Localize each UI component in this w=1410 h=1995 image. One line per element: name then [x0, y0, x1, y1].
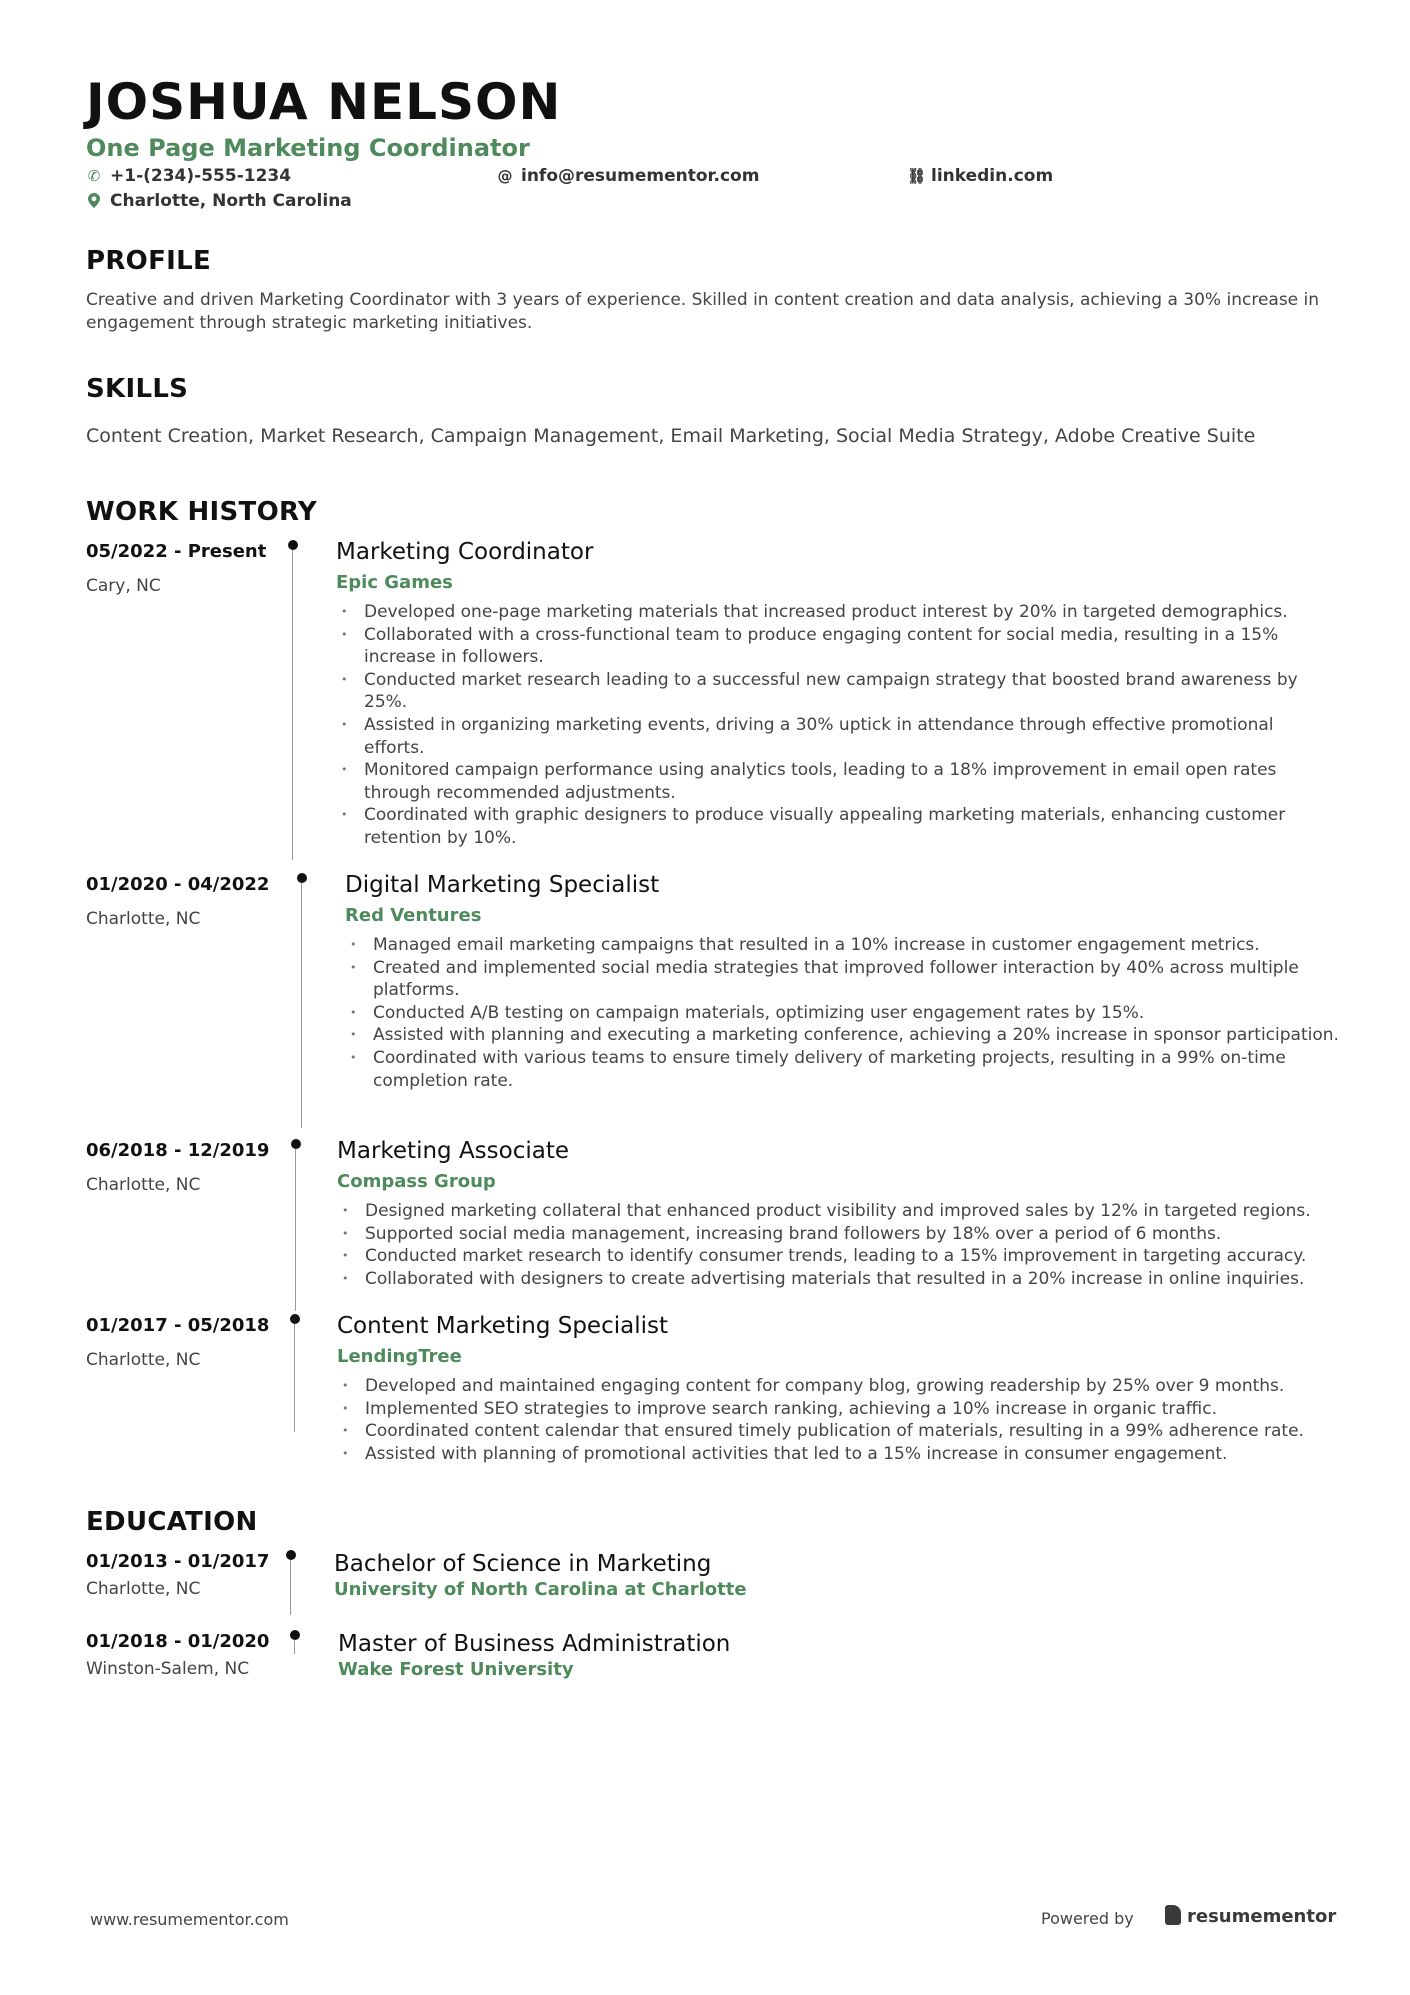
bullet-item: • Assisted with planning of promotional activities that led to a 15% increase in consumer engagement. [337, 1443, 1347, 1466]
linkedin-text[interactable]: linkedin.com [931, 166, 1054, 186]
job-bullets [336, 601, 1336, 850]
contact-location [86, 190, 352, 212]
job-title: Content Marketing Specialist [337, 1313, 668, 1339]
job-title: Marketing Associate [337, 1138, 570, 1164]
bullet-item: • Coordinated with graphic designers to produce visually appealing marketing materials, enhancing customer retention by 10%. [336, 804, 1336, 849]
work-location: Cary, NC [86, 576, 161, 596]
bullet-item: • Collaborated with a cross-functional team to produce engaging content for social media, resulting in a 15% increase in followers. [336, 624, 1336, 669]
work-history-heading: WORK HISTORY [86, 497, 318, 527]
contact-linkedin[interactable] [907, 165, 1053, 187]
bullet-item: • Implemented SEO strategies to improve search ranking, achieving a 10% increase in organic traffic. [337, 1398, 1347, 1421]
bullet-item: • Assisted with planning and executing a marketing conference, achieving a 20% increase in sponsor participation. [345, 1024, 1345, 1047]
education-dates: 01/2013 - 01/2017 [86, 1551, 270, 1572]
school-name: Wake Forest University [338, 1659, 574, 1680]
work-entry [86, 872, 1339, 1123]
at-icon: @ [497, 167, 513, 185]
work-dates: 06/2018 - 12/2019 [86, 1140, 270, 1161]
bullet-item: • Assisted in organizing marketing events, driving a 30% uptick in attendance through effective promotional efforts. [336, 714, 1336, 759]
job-bullets [345, 934, 1345, 1092]
timeline-line [295, 1149, 296, 1311]
phone-icon: ✆ [87, 167, 101, 185]
timeline-dot [290, 1630, 300, 1640]
work-entry [86, 1139, 1336, 1309]
bullet-item: • Developed one-page marketing materials that increased product interest by 20% in targeted demographics. [336, 601, 1336, 624]
email-text[interactable]: info@resumementor.com [521, 166, 760, 186]
resumementor-logo [1165, 1904, 1336, 1930]
job-bullets [337, 1200, 1347, 1290]
footer-powered-by: Powered by [1041, 1909, 1134, 1928]
education-heading: EDUCATION [86, 1507, 258, 1537]
education-dates: 01/2018 - 01/2020 [86, 1631, 270, 1652]
profile-text: Creative and driven Marketing Coordinator with 3 years of experience. Skilled in content creation and data analysis, achieving a 30% increase in engagement through strategic marketing initiatives. [86, 290, 1320, 333]
company-name: Compass Group [337, 1171, 496, 1192]
skills-text: Content Creation, Market Research, Campaign Management, Email Marketing, Social Media Strategy, Adobe Creative Suite [86, 425, 1256, 447]
company-name: LendingTree [337, 1346, 462, 1367]
job-title: Marketing Coordinator [336, 539, 594, 565]
timeline-line [290, 1560, 291, 1615]
timeline-dot [297, 873, 307, 883]
bullet-item: • Supported social media management, increasing brand followers by 18% over a period of 6 months. [337, 1223, 1347, 1246]
profile-heading: PROFILE [86, 246, 212, 276]
timeline-line [294, 1324, 295, 1432]
contact-phone [86, 165, 291, 187]
bullet-item: • Monitored campaign performance using analytics tools, leading to a 18% improvement in email open rates through recommended adjustments. [336, 759, 1336, 804]
timeline-dot [290, 1314, 300, 1324]
timeline-line [301, 883, 302, 1128]
education-location: Charlotte, NC [86, 1579, 201, 1599]
bullet-item: • Conducted market research leading to a successful new campaign strategy that boosted brand awareness by 25%. [336, 669, 1336, 714]
work-dates: 01/2017 - 05/2018 [86, 1315, 270, 1336]
degree-title: Bachelor of Science in Marketing [334, 1551, 712, 1577]
bullet-item: • Collaborated with designers to create advertising materials that resulted in a 20% increase in online inquiries. [337, 1268, 1347, 1291]
school-name: University of North Carolina at Charlotte [334, 1579, 747, 1600]
resumementor-brand-text: resumementor [1187, 1906, 1337, 1927]
degree-title: Master of Business Administration [338, 1631, 731, 1657]
work-entry [86, 540, 1336, 860]
timeline-dot [286, 1550, 296, 1560]
contact-email[interactable] [497, 165, 759, 187]
phone-text: +1-(234)-555-1234 [110, 166, 292, 186]
bullet-item: • Coordinated content calendar that ensured timely publication of materials, resulting in a 99% adherence rate. [337, 1420, 1347, 1443]
work-location: Charlotte, NC [86, 909, 201, 929]
bullet-item: • Developed and maintained engaging content for company blog, growing readership by 25% over 9 months. [337, 1375, 1347, 1398]
map-pin-icon [86, 190, 102, 212]
work-dates: 01/2020 - 04/2022 [86, 874, 270, 895]
bullet-item: • Conducted market research to identify consumer trends, leading to a 15% improvement in targeting accuracy. [337, 1245, 1347, 1268]
work-dates: 05/2022 - Present [86, 541, 267, 562]
education-entry [86, 1630, 1336, 1700]
location-text: Charlotte, North Carolina [110, 191, 352, 211]
job-bullets [337, 1375, 1347, 1465]
link-icon: ⛓ [907, 167, 927, 185]
candidate-title: One Page Marketing Coordinator [86, 134, 530, 162]
candidate-name: JOSHUA NELSON [86, 73, 562, 131]
work-location: Charlotte, NC [86, 1350, 201, 1370]
timeline-line [292, 550, 293, 860]
company-name: Red Ventures [345, 905, 482, 926]
job-title: Digital Marketing Specialist [345, 872, 660, 898]
company-name: Epic Games [336, 572, 453, 593]
work-location: Charlotte, NC [86, 1175, 201, 1195]
footer-website[interactable]: www.resumementor.com [90, 1910, 289, 1929]
bullet-item: • Conducted A/B testing on campaign materials, optimizing user engagement rates by 15%. [345, 1002, 1345, 1025]
timeline-line [294, 1640, 295, 1654]
work-entry [86, 1314, 1336, 1474]
bullet-item: • Coordinated with various teams to ensure timely delivery of marketing projects, resulting in a 99% on-time completion rate. [345, 1047, 1345, 1092]
timeline-dot [291, 1139, 301, 1149]
education-entry [86, 1550, 1336, 1620]
bullet-item: • Managed email marketing campaigns that resulted in a 10% increase in customer engagement metrics. [345, 934, 1345, 957]
bullet-item: • Designed marketing collateral that enhanced product visibility and improved sales by 12% in targeted regions. [337, 1200, 1347, 1223]
timeline-dot [288, 540, 298, 550]
bullet-item: • Created and implemented social media strategies that improved follower interaction by 40% across multiple platforms. [345, 957, 1345, 1002]
resumementor-logo-icon [1165, 1905, 1181, 1925]
skills-heading: SKILLS [86, 374, 189, 404]
education-location: Winston-Salem, NC [86, 1659, 250, 1679]
